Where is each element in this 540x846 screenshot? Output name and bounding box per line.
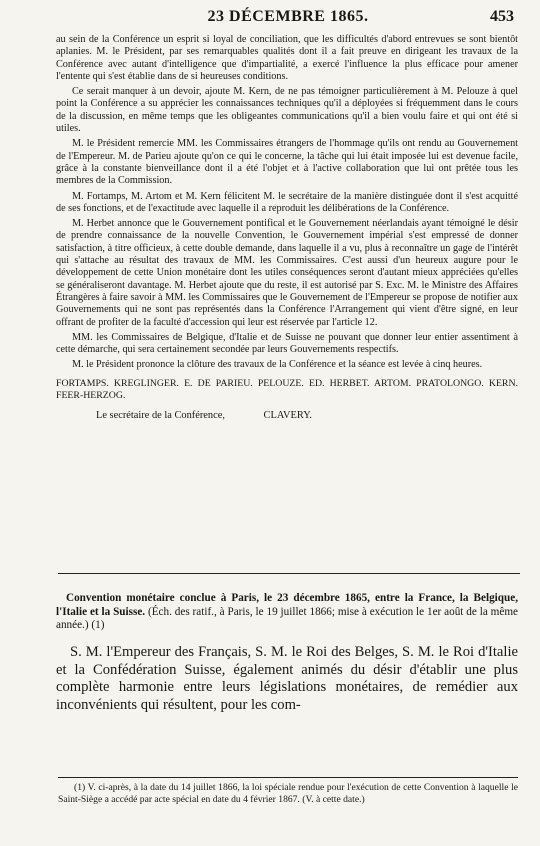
convention-title-details: (Éch. des ratif., à Paris, le 19 juillet 1866; mise à exécution le 1er août de la même année.) (1): [56, 605, 518, 632]
convention-title: [56, 592, 518, 633]
paragraph-7: M. le Président prononce la clôture des travaux de la Conférence et la séance est levée à cinq heures.: [72, 359, 483, 371]
footnote-divider: [58, 777, 518, 778]
minutes-text: [56, 34, 518, 422]
paragraph-5: M. Herbet annonce que le Gouvernement pontifical et le Gouvernement néerlandais ayant témoigné le désir de prendre connaissance de la nouvelle Convention, le Gouvernement impérial s'est empressé de donner satisfaction, à titre officieux, à cette double demande, dans laquelle il a vu, plus à reconnaître un gage de l'intérêt qui s'attache au résultat des travaux de MM. les Commissaires. C'est aussi d'un heureux augure pour le développement de cette Union monétaire dont les utiles conséquences seront d'autant mieux appréciées qu'elles se généraliseront davantage. M. Herbet ajoute que du reste, il est autorisé par S. Exc. M. le Ministre des Affaires Étrangères à faire savoir à MM. les Commissaires que le Gouvernement de l'Empereur se propose de notifier aux Gouvernements qui ne sont pas représentés dans la Conférence l'Arrangement qui vient d'être signé, en leur offrant de profiter de la faculté d'accession qui leur est réservée par l'article 12.: [56, 218, 518, 328]
paragraph-3: M. le Président remercie MM. les Commissaires étrangers de l'hommage qu'ils ont rendu au Gouvernement de l'Empereur. M. de Parieu ajoute qu'on ce qui le concerne, la tâche qui lui était imposée lui est devenue facile, grâce à la constante bienveillance dont il a été l'objet et à l'active collaboration que lui ont prêtée tous les membres de la Commission.: [56, 138, 518, 187]
paragraph-2: Ce serait manquer à un devoir, ajoute M. Kern, de ne pas témoigner particulièrement à M. Pelouze à quel point la Conférence a su apprécier les connaissances techniques qu'il a déployées si fréquemment dans le cours de la discussion, en même temps que les obligeantes communications qu'il a bien voulu faire et qui ont été si utiles.: [56, 86, 518, 135]
paragraph-4: M. Fortamps, M. Artom et M. Kern félicitent M. le secrétaire de la manière distinguée dont il s'est acquitté de ses fonctions, et de l'exactitude avec laquelle il a reproduit les délibérations de la Conférence.: [56, 190, 518, 214]
convention-title-main: Convention monétaire conclue à Paris, le 23 décembre 1865, entre la France, la Belgique, l'Italie et la Suisse.: [56, 592, 518, 618]
section-divider: [58, 573, 520, 574]
page-header: [58, 8, 518, 28]
secretary-name: CLAVERY.: [263, 409, 312, 421]
signatories: FORTAMPS. KREGLINGER. E. DE PARIEU. PELOUZE. ED. HERBET. ARTOM. PRATOLONGO. KERN. FEER-HERZOG.: [56, 377, 518, 401]
convention-preamble: S. M. l'Empereur des Français, S. M. le Roi des Belges, S. M. le Roi d'Italie et la Confédération Suisse, également animés du désir d'établir une plus complète harmonie entre leurs législations monétaires, de remédier aux inconvénients qui résultent, pour les com-: [56, 644, 518, 713]
footnote: (1) V. ci-après, à la date du 14 juillet 1866, la loi spéciale rendue pour l'exécution de cette Convention à laquelle le Saint-Siège a accédé par acte spécial en date du 4 février 1867. (V. à cette date.): [58, 782, 518, 805]
header-date: 23 DÉCEMBRE 1865.: [207, 8, 369, 25]
paragraph-6: MM. les Commissaires de Belgique, d'Italie et de Suisse ne pouvant que donner leur entier assentiment à cette démarche, qui sera certainement secondée par leurs Gouvernements respectifs.: [56, 331, 518, 356]
page-number: 453: [490, 8, 514, 25]
secretary-label: Le secrétaire de la Conférence,: [96, 409, 225, 421]
paragraph-1: au sein de la Conférence un esprit si loyal de conciliation, que les difficultés d'abord entrevues se sont bientôt aplanies. M. le Président, par ses remarquables qualités dont il a fait preuve en dirigeant les travaux de la Conférence avec autant d'intelligence que d'impartialité, a exercé l'influence la plus efficace pour amener l'entente qui s'est établie dans de si heureuses conditions.: [56, 34, 518, 82]
secretary-line: [56, 410, 518, 422]
